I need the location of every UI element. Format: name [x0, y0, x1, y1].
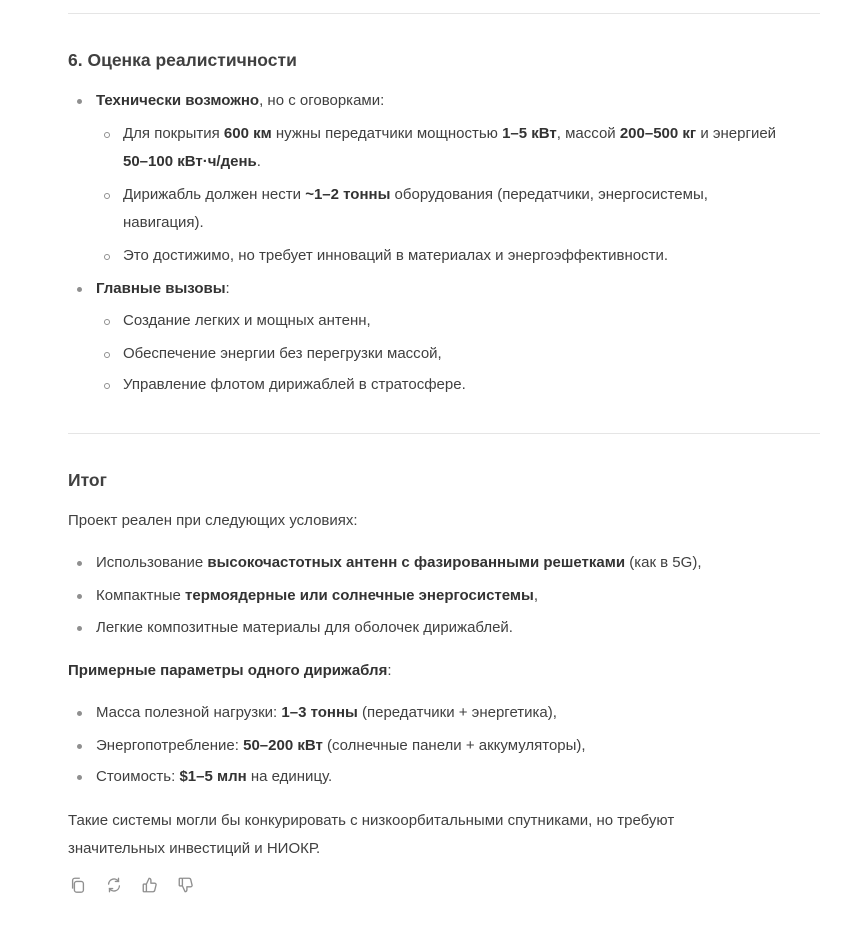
list-item: [96, 582, 538, 610]
section-heading-realism: 6. Оценка реалистичности: [68, 50, 297, 70]
bold-text: 1–3 тонны: [281, 704, 358, 721]
sub-list-item: [123, 120, 823, 176]
text: Дирижабль должен нести: [123, 186, 306, 203]
rich-text: [123, 340, 442, 368]
divider-top: [68, 13, 820, 14]
thumbs-up-icon: [141, 876, 159, 894]
text: на единицу.: [246, 768, 333, 785]
sub-bullet: [104, 319, 110, 325]
copy-button[interactable]: [68, 875, 88, 895]
regenerate-icon: [105, 876, 123, 894]
regenerate-button[interactable]: [104, 875, 124, 895]
bullet: [77, 744, 82, 749]
sub-list-item: [123, 371, 466, 399]
bold-text: Технически возможно: [96, 92, 260, 109]
bold-text: 1–5 кВт: [502, 125, 557, 142]
text: навигация).: [123, 214, 204, 231]
text: значительных инвестиций и НИОКР.: [68, 840, 321, 857]
bold-text: ~1–2 тонны: [305, 186, 391, 203]
bold-text: 600 км: [223, 125, 272, 142]
copy-icon: [69, 876, 87, 894]
text: (солнечные панели + аккумуляторы),: [322, 737, 586, 754]
rich-text: [96, 582, 538, 610]
sub-list-item: [123, 340, 442, 368]
text: Создание легких и мощных антенн,: [123, 312, 371, 329]
bullet: [77, 711, 82, 716]
text: , массой: [556, 125, 620, 142]
sub-list-item: [123, 242, 668, 270]
text: нужны передатчики мощностью: [271, 125, 503, 142]
rich-text: [123, 120, 823, 148]
message-actions: [68, 875, 196, 895]
bold-text: $1–5 млн: [179, 768, 247, 785]
list-item: [96, 732, 586, 760]
rich-text: [123, 307, 371, 335]
bullet: [77, 561, 82, 566]
sub-bullet: [104, 352, 110, 358]
text: Такие системы могли бы конкурировать с низкоорбитальными спутниками, но требуют: [68, 812, 675, 829]
text: Это достижимо, но требует инноваций в материалах и энергоэффективности.: [123, 247, 668, 264]
rich-text: [123, 148, 823, 176]
divider-middle: [68, 433, 820, 434]
bold-text: высокочастотных антенн с фазированными решетками: [207, 554, 626, 571]
rich-text: [96, 763, 332, 791]
sub-bullet: [104, 254, 110, 260]
list-item: [96, 699, 557, 727]
text: Легкие композитные материалы для оболочек дирижаблей.: [96, 619, 513, 636]
bold-text: 50–200 кВт: [243, 737, 323, 754]
summary-intro: Проект реален при следующих условиях:: [68, 512, 358, 529]
text: Масса полезной нагрузки:: [96, 704, 282, 721]
params-heading: [68, 657, 392, 685]
text: Стоимость:: [96, 768, 180, 785]
bullet: [77, 99, 82, 104]
text: Энергопотребление:: [96, 737, 244, 754]
section-heading-summary: Итог: [68, 470, 107, 490]
text: ,: [533, 587, 538, 604]
sub-bullet: [104, 383, 110, 389]
list-item: [96, 763, 332, 791]
conclusion-paragraph: [68, 807, 828, 863]
rich-text: [96, 614, 513, 642]
sub-bullet: [104, 193, 110, 199]
text: .: [256, 153, 261, 170]
sub-list-item: [123, 307, 371, 335]
text: , но с оговорками:: [259, 92, 385, 109]
text: Компактные: [96, 587, 186, 604]
rich-text: [96, 699, 557, 727]
bold-text: 200–500 кг: [619, 125, 697, 142]
rich-text: [123, 371, 466, 399]
rich-text: [123, 242, 668, 270]
bullet: [77, 287, 82, 292]
bold-text: 50–100 кВт·ч/день: [123, 153, 257, 170]
thumbs-down-button[interactable]: [176, 875, 196, 895]
list-item: [96, 87, 384, 115]
text: :: [225, 280, 230, 297]
text: Для покрытия: [123, 125, 224, 142]
text: Обеспечение энергии без перегрузки массой,: [123, 345, 442, 362]
text: Управление флотом дирижаблей в стратосфере.: [123, 376, 466, 393]
thumbs-up-button[interactable]: [140, 875, 160, 895]
text: оборудования (передатчики, энергосистемы,: [390, 186, 708, 203]
text: :: [387, 662, 392, 679]
text: (передатчики + энергетика),: [357, 704, 557, 721]
list-item: [96, 275, 230, 303]
bold-text: Примерные параметры одного дирижабля: [68, 662, 388, 679]
rich-text: [96, 549, 701, 577]
bold-text: Главные вызовы: [96, 280, 226, 297]
bullet: [77, 626, 82, 631]
text: и энергией: [696, 125, 777, 142]
text: (как в 5G),: [625, 554, 702, 571]
rich-text: [96, 732, 586, 760]
bold-text: термоядерные или солнечные энергосистемы: [185, 587, 534, 604]
list-item: [96, 614, 513, 642]
rich-text: [123, 181, 823, 209]
list-item: [96, 549, 701, 577]
sub-bullet: [104, 132, 110, 138]
bullet: [77, 775, 82, 780]
text: Использование: [96, 554, 208, 571]
bullet: [77, 594, 82, 599]
rich-text: [123, 209, 823, 237]
thumbs-down-icon: [177, 876, 195, 894]
sub-list-item: [123, 181, 823, 237]
